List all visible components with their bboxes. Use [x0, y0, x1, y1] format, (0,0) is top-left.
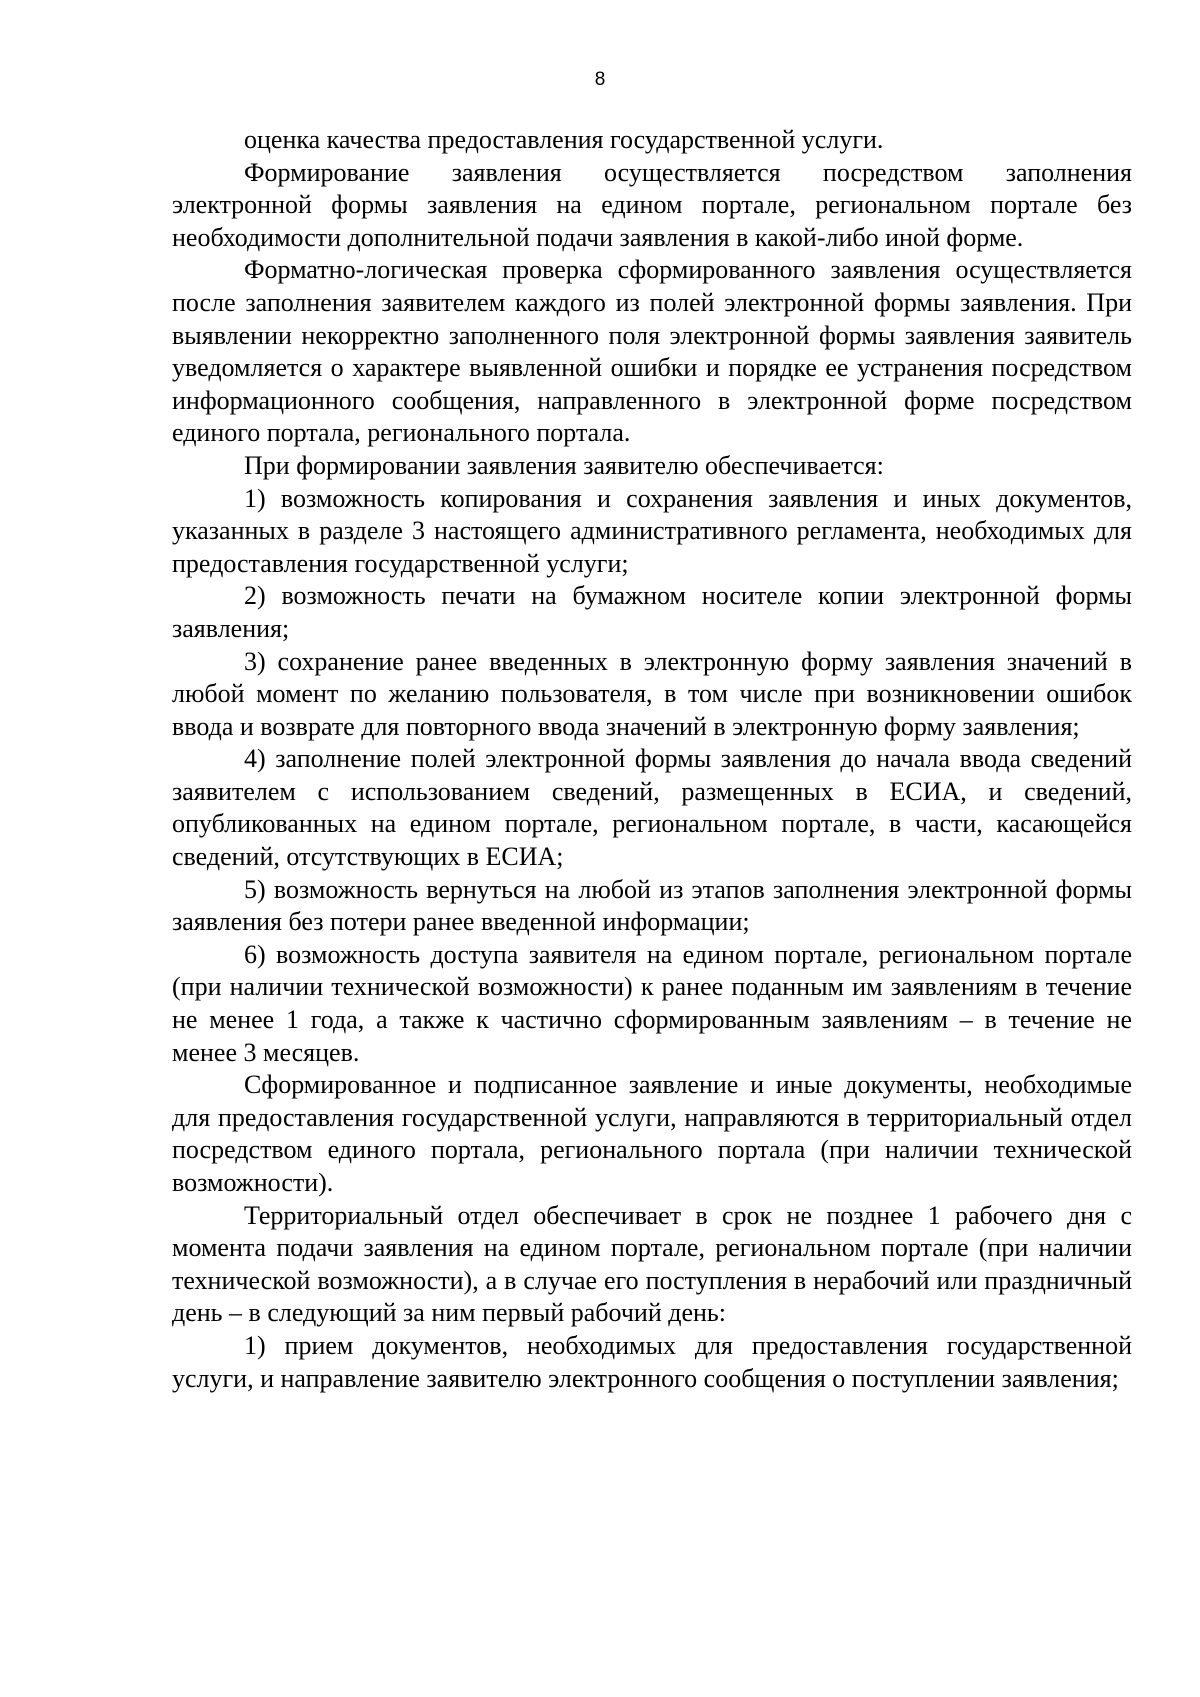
paragraph: оценка качества предоставления государственной услуги. — [244, 125, 884, 154]
document-body — [172, 124, 1132, 1395]
list-item: 1) возможность копирования и сохранения заявления и иных документов, указанных в разделе 3 настоящего административного регламента, необходимых для предоставления государственной услуги; — [172, 483, 1132, 578]
list-item: 2) возможность печати на бумажном носителе копии электронной формы заявления; — [172, 581, 1132, 643]
list-item: 4) заполнение полей электронной формы заявления до начала ввода сведений заявителем с использованием сведений, размещенных в ЕСИА, и сведений, опубликованных на едином портале, региональном портале, в части, касающейся сведений, отсутствующих в ЕСИА; — [172, 744, 1132, 872]
paragraph: При формировании заявления заявителю обеспечивается: — [244, 450, 884, 480]
list-item: 3) сохранение ранее введенных в электронную форму заявления значений в любой момент по желанию пользователя, в том числе при возникновении ошибок ввода и возврате для повторного ввода значений в электронную форму заявления; — [172, 646, 1132, 741]
paragraph: Форматно-логическая проверка сформированного заявления осуществляется после заполнения заявителем каждого из полей электронной формы заявления. При выявлении некорректно заполненного поля электронной формы заявления заявитель уведомляется о характере выявленной ошибки и порядке ее устранения посредством информационного сообщения, направленного в электронной форме посредством единого портала, регионального портала. — [172, 255, 1132, 448]
list-item: 6) возможность доступа заявителя на едином портале, региональном портале (при наличии технической возможности) к ранее поданным им заявлениям в течение не менее 1 года, а также к частично сформированным заявлениям – в течение не менее 3 месяцев. — [172, 939, 1132, 1067]
list-item: 5) возможность вернуться на любой из этапов заполнения электронной формы заявления без потери ранее введенной информации; — [172, 874, 1132, 937]
list-item: 1) прием документов, необходимых для предоставления государственной услуги, и направление заявителю электронного сообщения о поступлении заявления; — [172, 1330, 1132, 1393]
paragraph: Формирование заявления осуществляется посредством заполнения электронной формы заявления на едином портале, региональном портале без необходимости дополнительной подачи заявления в какой-либо иной форме. — [172, 157, 1132, 252]
paragraph: Территориальный отдел обеспечивает в срок не позднее 1 рабочего дня с момента подачи заявления на едином портале, региональном портале (при наличии технической возможности), а в случае его поступления в нерабочий или праздничный день – в следующий за ним первый рабочий день: — [172, 1200, 1132, 1328]
page-number: 8 — [594, 69, 606, 90]
paragraph: Сформированное и подписанное заявление и иные документы, необходимые для предоставления государственной услуги, направляются в территориальный отдел посредством единого портала, регионального портала (при наличии технической возможности). — [172, 1070, 1132, 1197]
